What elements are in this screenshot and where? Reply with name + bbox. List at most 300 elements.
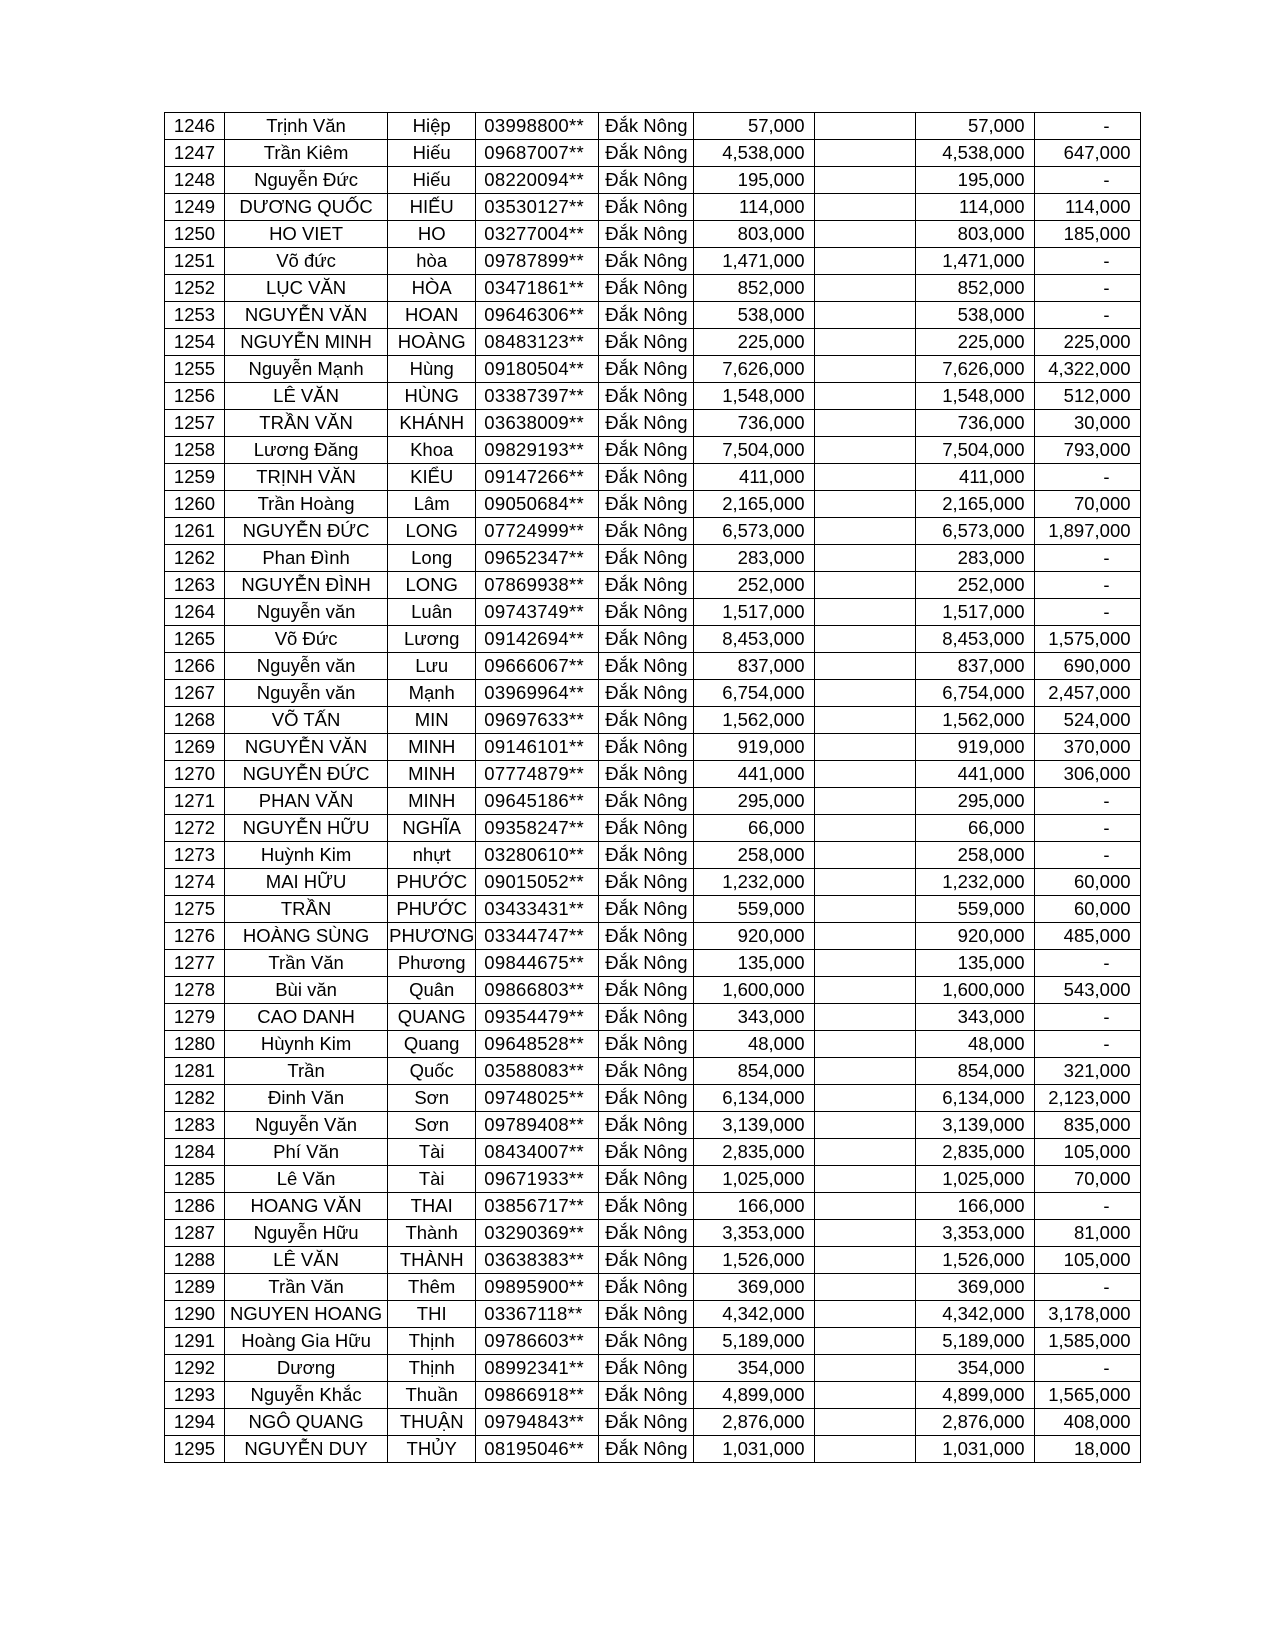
cell-total-amount: 66,000 <box>915 815 1034 842</box>
cell-blank-amount <box>814 410 915 437</box>
cell-phone-number: 09789408** <box>476 1112 599 1139</box>
cell-province: Đắk Nông <box>599 275 693 302</box>
cell-phone-number: 03433431** <box>476 896 599 923</box>
cell-given-name: Quang <box>388 1031 476 1058</box>
cell-blank-amount <box>814 1220 915 1247</box>
cell-paid-amount: 835,000 <box>1034 1112 1140 1139</box>
cell-row-number: 1252 <box>165 275 225 302</box>
cell-given-name: Thịnh <box>388 1328 476 1355</box>
cell-blank-amount <box>814 1247 915 1274</box>
cell-blank-amount <box>814 788 915 815</box>
cell-family-name: NGUYỄN MINH <box>225 329 388 356</box>
table-row <box>165 167 1141 194</box>
cell-province: Đắk Nông <box>599 734 693 761</box>
cell-row-number: 1281 <box>165 1058 225 1085</box>
cell-province: Đắk Nông <box>599 1247 693 1274</box>
table-row <box>165 734 1141 761</box>
cell-blank-amount <box>814 1193 915 1220</box>
cell-province: Đắk Nông <box>599 1058 693 1085</box>
cell-phone-number: 09844675** <box>476 950 599 977</box>
cell-amount: 1,471,000 <box>693 248 814 275</box>
cell-amount: 1,025,000 <box>693 1166 814 1193</box>
cell-row-number: 1247 <box>165 140 225 167</box>
cell-given-name: QUANG <box>388 1004 476 1031</box>
cell-amount: 538,000 <box>693 302 814 329</box>
cell-blank-amount <box>814 869 915 896</box>
cell-family-name: NGUYỄN ĐÌNH <box>225 572 388 599</box>
cell-phone-number: 08992341** <box>476 1355 599 1382</box>
cell-family-name: Võ Đức <box>225 626 388 653</box>
table-row <box>165 1004 1141 1031</box>
cell-family-name: LÊ VĂN <box>225 383 388 410</box>
cell-phone-number: 09146101** <box>476 734 599 761</box>
cell-given-name: THÀNH <box>388 1247 476 1274</box>
cell-amount: 343,000 <box>693 1004 814 1031</box>
table-row <box>165 464 1141 491</box>
cell-blank-amount <box>814 1085 915 1112</box>
table-row <box>165 950 1141 977</box>
table-row <box>165 1166 1141 1193</box>
cell-province: Đắk Nông <box>599 1301 693 1328</box>
cell-province: Đắk Nông <box>599 491 693 518</box>
cell-phone-number: 09671933** <box>476 1166 599 1193</box>
cell-blank-amount <box>814 707 915 734</box>
cell-given-name: Sơn <box>388 1112 476 1139</box>
cell-given-name: Tài <box>388 1166 476 1193</box>
cell-amount: 354,000 <box>693 1355 814 1382</box>
cell-province: Đắk Nông <box>599 329 693 356</box>
cell-blank-amount <box>814 464 915 491</box>
cell-total-amount: 920,000 <box>915 923 1034 950</box>
table-row <box>165 896 1141 923</box>
cell-blank-amount <box>814 113 915 140</box>
cell-row-number: 1248 <box>165 167 225 194</box>
cell-phone-number: 09829193** <box>476 437 599 464</box>
cell-given-name: Lâm <box>388 491 476 518</box>
cell-family-name: TRẦN VĂN <box>225 410 388 437</box>
cell-total-amount: 852,000 <box>915 275 1034 302</box>
table-row <box>165 1436 1141 1463</box>
cell-row-number: 1285 <box>165 1166 225 1193</box>
table-row <box>165 1409 1141 1436</box>
cell-total-amount: 4,899,000 <box>915 1382 1034 1409</box>
cell-family-name: NGUYỄN DUY <box>225 1436 388 1463</box>
cell-paid-amount: - <box>1034 545 1140 572</box>
cell-given-name: HÙNG <box>388 383 476 410</box>
cell-province: Đắk Nông <box>599 248 693 275</box>
cell-paid-amount: 114,000 <box>1034 194 1140 221</box>
cell-given-name: THAI <box>388 1193 476 1220</box>
cell-row-number: 1290 <box>165 1301 225 1328</box>
cell-amount: 3,139,000 <box>693 1112 814 1139</box>
cell-paid-amount: 485,000 <box>1034 923 1140 950</box>
cell-amount: 803,000 <box>693 221 814 248</box>
cell-family-name: Nguyễn Khắc <box>225 1382 388 1409</box>
cell-family-name: NGÔ QUANG <box>225 1409 388 1436</box>
cell-family-name: Đinh Văn <box>225 1085 388 1112</box>
cell-paid-amount: - <box>1034 599 1140 626</box>
cell-family-name: CAO DANH <box>225 1004 388 1031</box>
cell-total-amount: 369,000 <box>915 1274 1034 1301</box>
cell-total-amount: 8,453,000 <box>915 626 1034 653</box>
cell-family-name: NGUYỄN ĐỨC <box>225 518 388 545</box>
cell-given-name: Quốc <box>388 1058 476 1085</box>
cell-given-name: THỦY <box>388 1436 476 1463</box>
cell-province: Đắk Nông <box>599 599 693 626</box>
cell-province: Đắk Nông <box>599 1166 693 1193</box>
table-row <box>165 1247 1141 1274</box>
cell-amount: 252,000 <box>693 572 814 599</box>
cell-amount: 736,000 <box>693 410 814 437</box>
cell-phone-number: 09652347** <box>476 545 599 572</box>
cell-row-number: 1266 <box>165 653 225 680</box>
cell-total-amount: 736,000 <box>915 410 1034 437</box>
cell-paid-amount: 105,000 <box>1034 1139 1140 1166</box>
cell-phone-number: 09748025** <box>476 1085 599 1112</box>
cell-phone-number: 03969964** <box>476 680 599 707</box>
cell-phone-number: 03998800** <box>476 113 599 140</box>
cell-total-amount: 295,000 <box>915 788 1034 815</box>
cell-row-number: 1259 <box>165 464 225 491</box>
cell-phone-number: 09015052** <box>476 869 599 896</box>
cell-phone-number: 09646306** <box>476 302 599 329</box>
cell-total-amount: 7,626,000 <box>915 356 1034 383</box>
cell-blank-amount <box>814 923 915 950</box>
cell-given-name: Thêm <box>388 1274 476 1301</box>
cell-phone-number: 08434007** <box>476 1139 599 1166</box>
cell-province: Đắk Nông <box>599 194 693 221</box>
cell-blank-amount <box>814 1436 915 1463</box>
cell-family-name: Trần Văn <box>225 1274 388 1301</box>
cell-paid-amount: 370,000 <box>1034 734 1140 761</box>
table-row <box>165 923 1141 950</box>
cell-total-amount: 803,000 <box>915 221 1034 248</box>
cell-given-name: Hiệp <box>388 113 476 140</box>
cell-paid-amount: - <box>1034 167 1140 194</box>
cell-paid-amount: 70,000 <box>1034 1166 1140 1193</box>
cell-given-name: Phương <box>388 950 476 977</box>
cell-blank-amount <box>814 518 915 545</box>
cell-total-amount: 3,139,000 <box>915 1112 1034 1139</box>
cell-province: Đắk Nông <box>599 545 693 572</box>
cell-amount: 4,899,000 <box>693 1382 814 1409</box>
cell-province: Đắk Nông <box>599 1193 693 1220</box>
cell-given-name: THUẬN <box>388 1409 476 1436</box>
cell-blank-amount <box>814 680 915 707</box>
cell-blank-amount <box>814 1328 915 1355</box>
cell-given-name: Tài <box>388 1139 476 1166</box>
cell-paid-amount: - <box>1034 1355 1140 1382</box>
cell-amount: 4,342,000 <box>693 1301 814 1328</box>
cell-province: Đắk Nông <box>599 383 693 410</box>
cell-paid-amount: - <box>1034 464 1140 491</box>
table-row <box>165 302 1141 329</box>
cell-phone-number: 03471861** <box>476 275 599 302</box>
cell-total-amount: 1,025,000 <box>915 1166 1034 1193</box>
cell-family-name: Trịnh Văn <box>225 113 388 140</box>
cell-total-amount: 854,000 <box>915 1058 1034 1085</box>
cell-family-name: Trần Hoàng <box>225 491 388 518</box>
cell-province: Đắk Nông <box>599 1004 693 1031</box>
cell-province: Đắk Nông <box>599 653 693 680</box>
cell-family-name: NGUYỄN HỮU <box>225 815 388 842</box>
cell-paid-amount: 30,000 <box>1034 410 1140 437</box>
cell-family-name: Trần Kiêm <box>225 140 388 167</box>
cell-province: Đắk Nông <box>599 842 693 869</box>
cell-province: Đắk Nông <box>599 626 693 653</box>
cell-row-number: 1295 <box>165 1436 225 1463</box>
cell-family-name: NGUYỄN VĂN <box>225 734 388 761</box>
cell-blank-amount <box>814 896 915 923</box>
cell-total-amount: 6,754,000 <box>915 680 1034 707</box>
cell-family-name: Phí Văn <box>225 1139 388 1166</box>
cell-total-amount: 538,000 <box>915 302 1034 329</box>
cell-total-amount: 559,000 <box>915 896 1034 923</box>
cell-total-amount: 6,573,000 <box>915 518 1034 545</box>
cell-paid-amount: 690,000 <box>1034 653 1140 680</box>
cell-family-name: MAI HỮU <box>225 869 388 896</box>
cell-family-name: NGUYEN HOANG <box>225 1301 388 1328</box>
cell-paid-amount: 70,000 <box>1034 491 1140 518</box>
cell-row-number: 1257 <box>165 410 225 437</box>
cell-total-amount: 2,165,000 <box>915 491 1034 518</box>
cell-blank-amount <box>814 950 915 977</box>
cell-paid-amount: 18,000 <box>1034 1436 1140 1463</box>
cell-phone-number: 09687007** <box>476 140 599 167</box>
cell-blank-amount <box>814 329 915 356</box>
cell-given-name: Long <box>388 545 476 572</box>
cell-family-name: HOÀNG SÙNG <box>225 923 388 950</box>
cell-blank-amount <box>814 545 915 572</box>
cell-blank-amount <box>814 626 915 653</box>
cell-family-name: LÊ VĂN <box>225 1247 388 1274</box>
cell-total-amount: 258,000 <box>915 842 1034 869</box>
cell-phone-number: 09180504** <box>476 356 599 383</box>
cell-row-number: 1264 <box>165 599 225 626</box>
cell-amount: 3,353,000 <box>693 1220 814 1247</box>
cell-blank-amount <box>814 248 915 275</box>
cell-province: Đắk Nông <box>599 140 693 167</box>
cell-province: Đắk Nông <box>599 1355 693 1382</box>
cell-paid-amount: 408,000 <box>1034 1409 1140 1436</box>
cell-blank-amount <box>814 383 915 410</box>
table-row <box>165 518 1141 545</box>
cell-family-name: Nguyễn văn <box>225 680 388 707</box>
cell-total-amount: 354,000 <box>915 1355 1034 1382</box>
cell-paid-amount: 1,897,000 <box>1034 518 1140 545</box>
cell-phone-number: 09648528** <box>476 1031 599 1058</box>
cell-amount: 1,517,000 <box>693 599 814 626</box>
cell-row-number: 1289 <box>165 1274 225 1301</box>
cell-family-name: Nguyễn Hữu <box>225 1220 388 1247</box>
cell-paid-amount: - <box>1034 950 1140 977</box>
cell-province: Đắk Nông <box>599 680 693 707</box>
cell-blank-amount <box>814 815 915 842</box>
cell-paid-amount: 1,575,000 <box>1034 626 1140 653</box>
cell-amount: 1,031,000 <box>693 1436 814 1463</box>
table-row <box>165 221 1141 248</box>
cell-blank-amount <box>814 842 915 869</box>
table-body <box>165 113 1141 1463</box>
cell-row-number: 1255 <box>165 356 225 383</box>
cell-given-name: Lưu <box>388 653 476 680</box>
cell-amount: 1,548,000 <box>693 383 814 410</box>
cell-amount: 920,000 <box>693 923 814 950</box>
cell-phone-number: 03387397** <box>476 383 599 410</box>
cell-family-name: Bùi văn <box>225 977 388 1004</box>
table-row <box>165 194 1141 221</box>
cell-row-number: 1249 <box>165 194 225 221</box>
cell-phone-number: 07869938** <box>476 572 599 599</box>
cell-given-name: PHƯỚC <box>388 869 476 896</box>
cell-province: Đắk Nông <box>599 1085 693 1112</box>
cell-family-name: VÕ TẤN <box>225 707 388 734</box>
cell-province: Đắk Nông <box>599 572 693 599</box>
cell-total-amount: 1,562,000 <box>915 707 1034 734</box>
cell-province: Đắk Nông <box>599 788 693 815</box>
cell-row-number: 1293 <box>165 1382 225 1409</box>
cell-family-name: Nguyễn văn <box>225 599 388 626</box>
cell-blank-amount <box>814 1166 915 1193</box>
cell-phone-number: 09142694** <box>476 626 599 653</box>
cell-province: Đắk Nông <box>599 923 693 950</box>
table-row <box>165 113 1141 140</box>
cell-given-name: MINH <box>388 788 476 815</box>
table-row <box>165 761 1141 788</box>
cell-given-name: HOAN <box>388 302 476 329</box>
cell-paid-amount: - <box>1034 248 1140 275</box>
table-row <box>165 1112 1141 1139</box>
cell-province: Đắk Nông <box>599 707 693 734</box>
cell-phone-number: 03277004** <box>476 221 599 248</box>
cell-row-number: 1292 <box>165 1355 225 1382</box>
cell-blank-amount <box>814 167 915 194</box>
cell-phone-number: 03856717** <box>476 1193 599 1220</box>
cell-total-amount: 1,526,000 <box>915 1247 1034 1274</box>
cell-amount: 2,835,000 <box>693 1139 814 1166</box>
cell-blank-amount <box>814 1139 915 1166</box>
cell-amount: 1,232,000 <box>693 869 814 896</box>
cell-family-name: Lê Văn <box>225 1166 388 1193</box>
cell-phone-number: 09147266** <box>476 464 599 491</box>
cell-row-number: 1275 <box>165 896 225 923</box>
cell-given-name: nhựt <box>388 842 476 869</box>
cell-given-name: PHƯỚC <box>388 896 476 923</box>
cell-province: Đắk Nông <box>599 1436 693 1463</box>
cell-total-amount: 1,600,000 <box>915 977 1034 1004</box>
cell-family-name: DƯƠNG QUỐC <box>225 194 388 221</box>
table-row <box>165 842 1141 869</box>
cell-amount: 6,573,000 <box>693 518 814 545</box>
cell-paid-amount: 2,123,000 <box>1034 1085 1140 1112</box>
table-row <box>165 680 1141 707</box>
cell-family-name: Huỳnh Kim <box>225 842 388 869</box>
cell-total-amount: 5,189,000 <box>915 1328 1034 1355</box>
cell-paid-amount: - <box>1034 113 1140 140</box>
cell-family-name: Võ đức <box>225 248 388 275</box>
cell-province: Đắk Nông <box>599 815 693 842</box>
cell-given-name: MINH <box>388 761 476 788</box>
cell-phone-number: 09866803** <box>476 977 599 1004</box>
table-row <box>165 491 1141 518</box>
cell-blank-amount <box>814 275 915 302</box>
cell-given-name: HIẾU <box>388 194 476 221</box>
cell-total-amount: 2,876,000 <box>915 1409 1034 1436</box>
cell-amount: 258,000 <box>693 842 814 869</box>
cell-given-name: Hùng <box>388 356 476 383</box>
cell-row-number: 1262 <box>165 545 225 572</box>
cell-total-amount: 48,000 <box>915 1031 1034 1058</box>
cell-total-amount: 135,000 <box>915 950 1034 977</box>
cell-paid-amount: - <box>1034 302 1140 329</box>
cell-total-amount: 2,835,000 <box>915 1139 1034 1166</box>
cell-phone-number: 09354479** <box>476 1004 599 1031</box>
table-row <box>165 788 1141 815</box>
cell-paid-amount: 105,000 <box>1034 1247 1140 1274</box>
table-row <box>165 572 1141 599</box>
cell-row-number: 1267 <box>165 680 225 707</box>
cell-blank-amount <box>814 761 915 788</box>
cell-family-name: Trần Văn <box>225 950 388 977</box>
cell-province: Đắk Nông <box>599 1328 693 1355</box>
cell-phone-number: 09358247** <box>476 815 599 842</box>
cell-row-number: 1250 <box>165 221 225 248</box>
cell-family-name: Phan Đình <box>225 545 388 572</box>
cell-blank-amount <box>814 653 915 680</box>
cell-family-name: Nguyễn Mạnh <box>225 356 388 383</box>
cell-given-name: KIỂU <box>388 464 476 491</box>
table-row <box>165 1058 1141 1085</box>
cell-row-number: 1272 <box>165 815 225 842</box>
table-row <box>165 140 1141 167</box>
cell-paid-amount: - <box>1034 572 1140 599</box>
cell-phone-number: 03290369** <box>476 1220 599 1247</box>
cell-amount: 114,000 <box>693 194 814 221</box>
cell-family-name: TRỊNH VĂN <box>225 464 388 491</box>
cell-amount: 66,000 <box>693 815 814 842</box>
cell-row-number: 1283 <box>165 1112 225 1139</box>
cell-total-amount: 1,232,000 <box>915 869 1034 896</box>
table-row <box>165 1355 1141 1382</box>
table-row <box>165 869 1141 896</box>
cell-row-number: 1277 <box>165 950 225 977</box>
cell-amount: 283,000 <box>693 545 814 572</box>
cell-given-name: HO <box>388 221 476 248</box>
cell-amount: 441,000 <box>693 761 814 788</box>
cell-family-name: Dương <box>225 1355 388 1382</box>
cell-phone-number: 09645186** <box>476 788 599 815</box>
cell-blank-amount <box>814 599 915 626</box>
cell-paid-amount: 60,000 <box>1034 869 1140 896</box>
cell-blank-amount <box>814 1355 915 1382</box>
cell-given-name: Hiếu <box>388 140 476 167</box>
cell-given-name: KHÁNH <box>388 410 476 437</box>
cell-province: Đắk Nông <box>599 302 693 329</box>
cell-phone-number: 09050684** <box>476 491 599 518</box>
cell-row-number: 1287 <box>165 1220 225 1247</box>
cell-row-number: 1254 <box>165 329 225 356</box>
table-row <box>165 977 1141 1004</box>
cell-given-name: Luân <box>388 599 476 626</box>
cell-family-name: Lương Đăng <box>225 437 388 464</box>
cell-paid-amount: 306,000 <box>1034 761 1140 788</box>
cell-amount: 1,526,000 <box>693 1247 814 1274</box>
cell-row-number: 1291 <box>165 1328 225 1355</box>
cell-blank-amount <box>814 572 915 599</box>
cell-phone-number: 03638383** <box>476 1247 599 1274</box>
cell-blank-amount <box>814 1031 915 1058</box>
cell-total-amount: 4,342,000 <box>915 1301 1034 1328</box>
